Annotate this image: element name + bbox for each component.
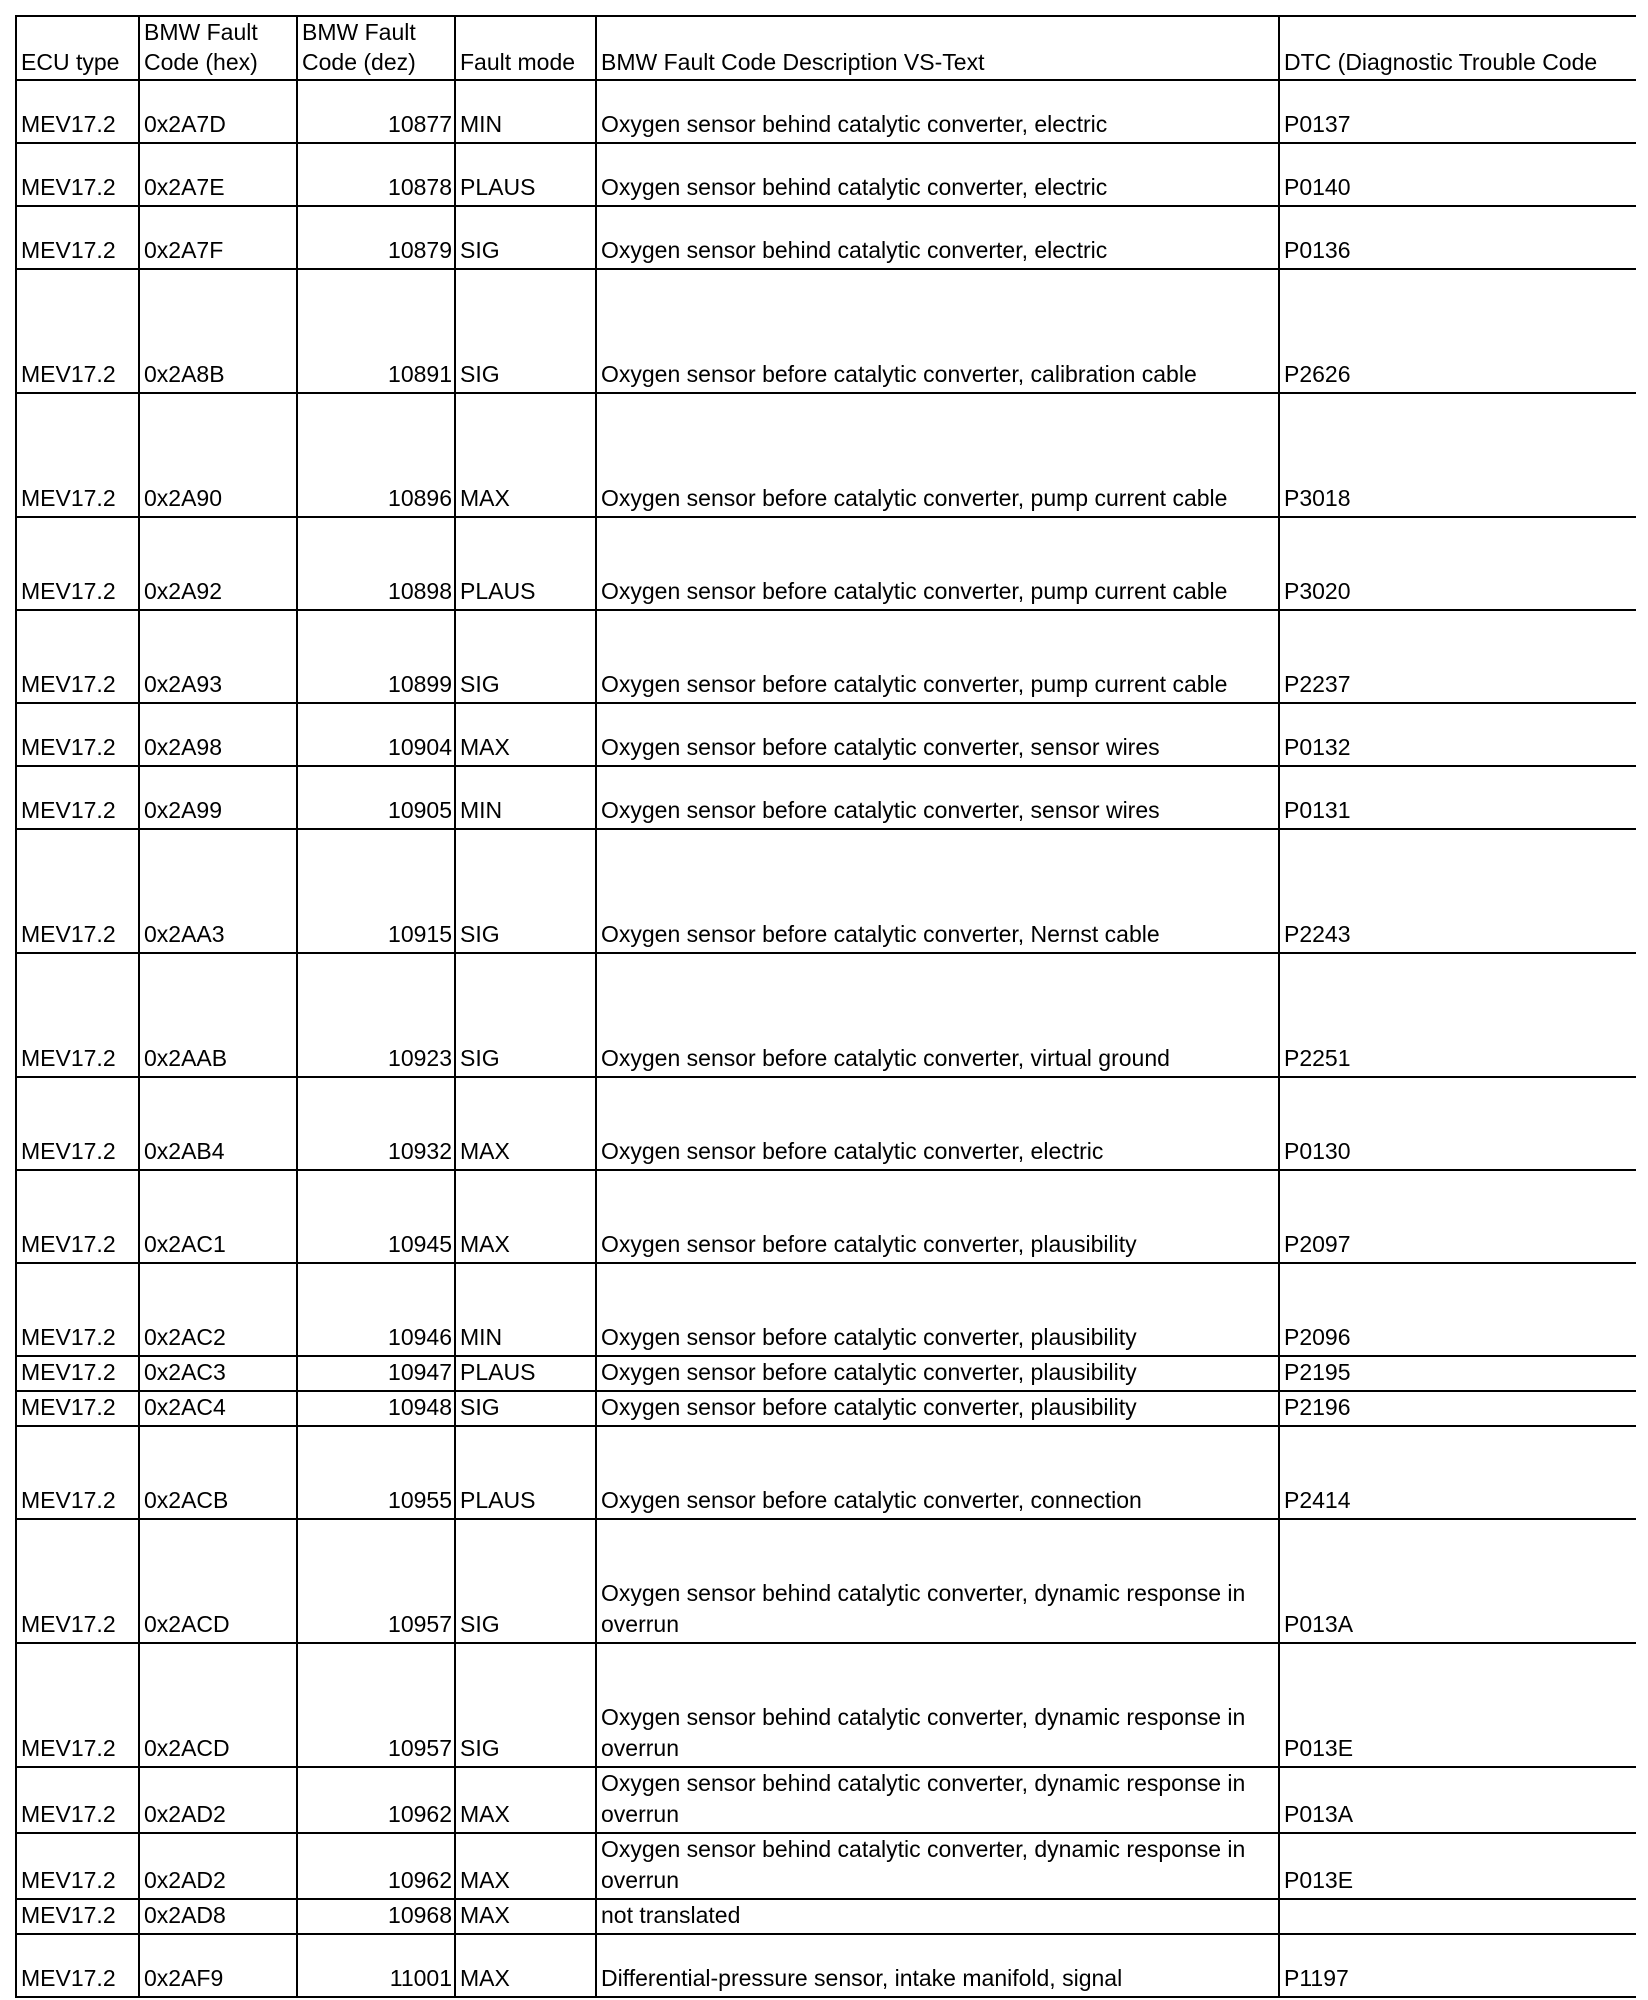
cell-description: Oxygen sensor before catalytic converter, sensor wires [596, 703, 1279, 766]
cell-fault-code-dez: 10957 [297, 1519, 455, 1643]
cell-fault-code-hex: 0x2ACD [139, 1519, 297, 1643]
cell-dtc: P0131 [1279, 766, 1636, 829]
header-fault-code-dez: BMW Fault Code (dez) [297, 16, 455, 80]
cell-fault-mode: MAX [455, 1077, 596, 1170]
header-fault-mode: Fault mode [455, 16, 596, 80]
header-dtc: DTC (Diagnostic Trouble Code [1279, 16, 1636, 80]
cell-description: Oxygen sensor before catalytic converter, pump current cable [596, 393, 1279, 517]
cell-dtc: P0136 [1279, 206, 1636, 269]
cell-fault-code-hex: 0x2AC4 [139, 1391, 297, 1426]
cell-dtc: P2626 [1279, 269, 1636, 393]
cell-fault-mode: MAX [455, 1934, 596, 1997]
cell-fault-mode: SIG [455, 829, 596, 953]
cell-fault-mode: PLAUS [455, 143, 596, 206]
cell-fault-mode: SIG [455, 1643, 596, 1767]
cell-fault-mode: MIN [455, 766, 596, 829]
cell-dtc: P3018 [1279, 393, 1636, 517]
table-body [16, 80, 1636, 1997]
cell-dtc: P0132 [1279, 703, 1636, 766]
cell-ecu-type: MEV17.2 [16, 206, 139, 269]
cell-ecu-type: MEV17.2 [16, 1643, 139, 1767]
table-row [16, 1170, 1636, 1263]
cell-fault-code-dez: 10946 [297, 1263, 455, 1356]
cell-description: Oxygen sensor before catalytic converter, plausibility [596, 1391, 1279, 1426]
cell-fault-code-hex: 0x2ACB [139, 1426, 297, 1519]
table-row [16, 1263, 1636, 1356]
cell-fault-code-hex: 0x2AA3 [139, 829, 297, 953]
cell-description: Oxygen sensor before catalytic converter, pump current cable [596, 610, 1279, 703]
table-row [16, 1643, 1636, 1767]
cell-fault-code-hex: 0x2A92 [139, 517, 297, 610]
cell-ecu-type: MEV17.2 [16, 143, 139, 206]
cell-ecu-type: MEV17.2 [16, 1170, 139, 1263]
table-row [16, 517, 1636, 610]
cell-fault-mode: MIN [455, 1263, 596, 1356]
table-row [16, 80, 1636, 143]
cell-fault-mode: MAX [455, 1899, 596, 1934]
table-row [16, 393, 1636, 517]
cell-dtc [1279, 1899, 1636, 1934]
cell-description: not translated [596, 1899, 1279, 1934]
table-row [16, 953, 1636, 1077]
header-fault-code-hex: BMW Fault Code (hex) [139, 16, 297, 80]
cell-ecu-type: MEV17.2 [16, 1767, 139, 1833]
cell-fault-code-hex: 0x2A7E [139, 143, 297, 206]
cell-description: Oxygen sensor before catalytic converter, electric [596, 1077, 1279, 1170]
cell-ecu-type: MEV17.2 [16, 610, 139, 703]
cell-fault-code-dez: 11001 [297, 1934, 455, 1997]
cell-fault-code-dez: 10905 [297, 766, 455, 829]
cell-fault-mode: PLAUS [455, 1356, 596, 1391]
cell-fault-mode: PLAUS [455, 1426, 596, 1519]
cell-dtc: P2195 [1279, 1356, 1636, 1391]
cell-ecu-type: MEV17.2 [16, 517, 139, 610]
cell-fault-code-hex: 0x2A93 [139, 610, 297, 703]
cell-ecu-type: MEV17.2 [16, 1934, 139, 1997]
table-row [16, 766, 1636, 829]
cell-dtc: P2097 [1279, 1170, 1636, 1263]
cell-fault-code-hex: 0x2AC1 [139, 1170, 297, 1263]
cell-description: Oxygen sensor before catalytic converter, plausibility [596, 1170, 1279, 1263]
cell-dtc: P2251 [1279, 953, 1636, 1077]
cell-fault-code-dez: 10968 [297, 1899, 455, 1934]
cell-ecu-type: MEV17.2 [16, 1356, 139, 1391]
cell-fault-mode: MAX [455, 1833, 596, 1899]
table-row [16, 703, 1636, 766]
cell-description: Oxygen sensor before catalytic converter, virtual ground [596, 953, 1279, 1077]
cell-dtc: P3020 [1279, 517, 1636, 610]
cell-dtc: P2414 [1279, 1426, 1636, 1519]
cell-fault-mode: SIG [455, 269, 596, 393]
cell-dtc: P2196 [1279, 1391, 1636, 1426]
cell-ecu-type: MEV17.2 [16, 393, 139, 517]
cell-description: Oxygen sensor before catalytic converter, Nernst cable [596, 829, 1279, 953]
cell-dtc: P0137 [1279, 80, 1636, 143]
cell-ecu-type: MEV17.2 [16, 1391, 139, 1426]
cell-fault-code-hex: 0x2A7D [139, 80, 297, 143]
cell-fault-code-dez: 10947 [297, 1356, 455, 1391]
cell-fault-code-dez: 10899 [297, 610, 455, 703]
cell-description: Oxygen sensor before catalytic converter, sensor wires [596, 766, 1279, 829]
cell-description: Oxygen sensor behind catalytic converter, dynamic response in overrun [596, 1767, 1279, 1833]
cell-fault-mode: MAX [455, 1170, 596, 1263]
table-row [16, 206, 1636, 269]
cell-fault-code-hex: 0x2AD2 [139, 1833, 297, 1899]
cell-fault-code-hex: 0x2AAB [139, 953, 297, 1077]
cell-description: Oxygen sensor before catalytic converter, connection [596, 1426, 1279, 1519]
cell-dtc: P1197 [1279, 1934, 1636, 1997]
cell-fault-code-dez: 10879 [297, 206, 455, 269]
fault-code-sheet [15, 15, 1635, 1998]
cell-ecu-type: MEV17.2 [16, 829, 139, 953]
cell-fault-mode: SIG [455, 610, 596, 703]
table-row [16, 1356, 1636, 1391]
cell-ecu-type: MEV17.2 [16, 703, 139, 766]
cell-fault-code-dez: 10923 [297, 953, 455, 1077]
cell-dtc: P013E [1279, 1643, 1636, 1767]
cell-fault-mode: SIG [455, 206, 596, 269]
table-row [16, 1519, 1636, 1643]
cell-ecu-type: MEV17.2 [16, 1263, 139, 1356]
cell-fault-mode: SIG [455, 953, 596, 1077]
cell-fault-mode: MAX [455, 1767, 596, 1833]
cell-dtc: P0130 [1279, 1077, 1636, 1170]
cell-dtc: P0140 [1279, 143, 1636, 206]
cell-fault-code-dez: 10957 [297, 1643, 455, 1767]
cell-fault-code-hex: 0x2A90 [139, 393, 297, 517]
cell-dtc: P013A [1279, 1767, 1636, 1833]
cell-fault-mode: MAX [455, 393, 596, 517]
cell-description: Oxygen sensor before catalytic converter, plausibility [596, 1263, 1279, 1356]
cell-ecu-type: MEV17.2 [16, 953, 139, 1077]
table-row [16, 1391, 1636, 1426]
cell-fault-code-dez: 10945 [297, 1170, 455, 1263]
cell-fault-code-hex: 0x2A7F [139, 206, 297, 269]
cell-fault-code-dez: 10878 [297, 143, 455, 206]
cell-fault-mode: MAX [455, 703, 596, 766]
cell-description: Oxygen sensor behind catalytic converter, dynamic response in overrun [596, 1519, 1279, 1643]
cell-ecu-type: MEV17.2 [16, 80, 139, 143]
cell-description: Oxygen sensor behind catalytic converter, dynamic response in overrun [596, 1833, 1279, 1899]
table-row [16, 1077, 1636, 1170]
cell-fault-code-dez: 10877 [297, 80, 455, 143]
cell-dtc: P2096 [1279, 1263, 1636, 1356]
table-row [16, 1426, 1636, 1519]
cell-fault-code-hex: 0x2AC3 [139, 1356, 297, 1391]
cell-fault-code-dez: 10955 [297, 1426, 455, 1519]
header-description: BMW Fault Code Description VS-Text [596, 16, 1279, 80]
cell-fault-code-hex: 0x2AC2 [139, 1263, 297, 1356]
table-row [16, 1833, 1636, 1899]
table-row [16, 269, 1636, 393]
cell-ecu-type: MEV17.2 [16, 1899, 139, 1934]
table-header [16, 16, 1636, 80]
cell-description: Oxygen sensor before catalytic converter, plausibility [596, 1356, 1279, 1391]
fault-code-table [15, 15, 1636, 1998]
cell-fault-code-hex: 0x2A8B [139, 269, 297, 393]
cell-dtc: P2237 [1279, 610, 1636, 703]
cell-ecu-type: MEV17.2 [16, 1519, 139, 1643]
cell-fault-code-dez: 10904 [297, 703, 455, 766]
cell-fault-code-dez: 10915 [297, 829, 455, 953]
cell-fault-code-dez: 10932 [297, 1077, 455, 1170]
table-row [16, 143, 1636, 206]
cell-fault-code-hex: 0x2AD8 [139, 1899, 297, 1934]
cell-fault-code-dez: 10948 [297, 1391, 455, 1426]
cell-fault-code-hex: 0x2ACD [139, 1643, 297, 1767]
cell-fault-code-hex: 0x2A98 [139, 703, 297, 766]
cell-description: Oxygen sensor before catalytic converter, calibration cable [596, 269, 1279, 393]
cell-ecu-type: MEV17.2 [16, 1426, 139, 1519]
cell-description: Differential-pressure sensor, intake manifold, signal [596, 1934, 1279, 1997]
cell-fault-mode: PLAUS [455, 517, 596, 610]
cell-description: Oxygen sensor behind catalytic converter, electric [596, 206, 1279, 269]
table-row [16, 1899, 1636, 1934]
cell-fault-code-hex: 0x2AD2 [139, 1767, 297, 1833]
cell-fault-code-dez: 10891 [297, 269, 455, 393]
cell-description: Oxygen sensor behind catalytic converter, electric [596, 143, 1279, 206]
cell-fault-code-hex: 0x2AF9 [139, 1934, 297, 1997]
cell-dtc: P013E [1279, 1833, 1636, 1899]
cell-ecu-type: MEV17.2 [16, 1077, 139, 1170]
cell-fault-code-dez: 10896 [297, 393, 455, 517]
cell-description: Oxygen sensor behind catalytic converter, electric [596, 80, 1279, 143]
cell-dtc: P2243 [1279, 829, 1636, 953]
header-row [16, 16, 1636, 80]
table-row [16, 829, 1636, 953]
cell-ecu-type: MEV17.2 [16, 766, 139, 829]
cell-dtc: P013A [1279, 1519, 1636, 1643]
cell-fault-mode: SIG [455, 1391, 596, 1426]
cell-fault-code-dez: 10898 [297, 517, 455, 610]
cell-fault-code-dez: 10962 [297, 1767, 455, 1833]
header-ecu-type: ECU type [16, 16, 139, 80]
table-row [16, 1934, 1636, 1997]
cell-description: Oxygen sensor before catalytic converter, pump current cable [596, 517, 1279, 610]
cell-ecu-type: MEV17.2 [16, 1833, 139, 1899]
cell-fault-code-hex: 0x2A99 [139, 766, 297, 829]
cell-fault-mode: SIG [455, 1519, 596, 1643]
cell-fault-mode: MIN [455, 80, 596, 143]
table-row [16, 1767, 1636, 1833]
cell-ecu-type: MEV17.2 [16, 269, 139, 393]
cell-description: Oxygen sensor behind catalytic converter, dynamic response in overrun [596, 1643, 1279, 1767]
table-row [16, 610, 1636, 703]
cell-fault-code-hex: 0x2AB4 [139, 1077, 297, 1170]
cell-fault-code-dez: 10962 [297, 1833, 455, 1899]
